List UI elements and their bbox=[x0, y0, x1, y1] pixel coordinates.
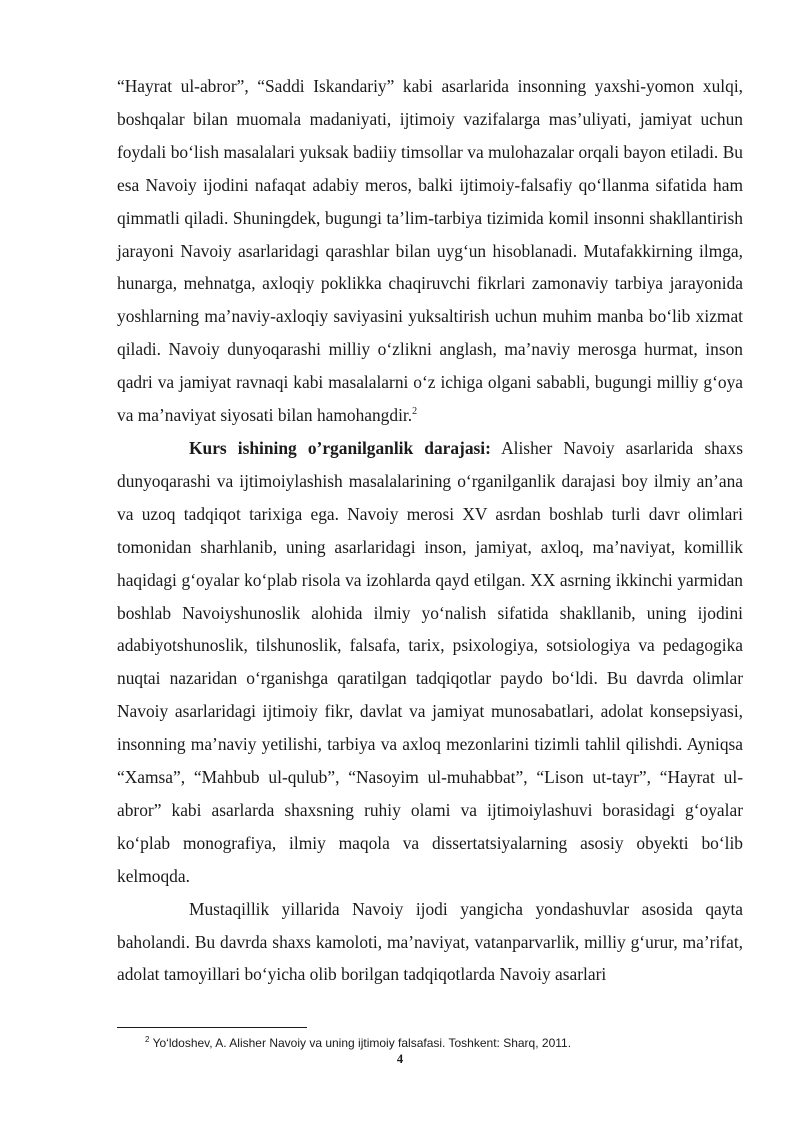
page-number: 4 bbox=[396, 1052, 404, 1066]
paragraph-study-level-text: Alisher Navoiy asarlarida shaxs dunyoqarashi va ijtimoiylashish masalalarining o‘rganilganlik darajasi boy ilmiy an’ana va uzoq tadqiqot tarixiga ega. Navoiy merosi XV asrdan boshlab turli davr olimlari tomonidan sharhlanib, uning asarlaridagi inson, jamiyat, axloq, ma’naviyat, komillik haqidagi g‘oyalar ko‘plab risola va izohlarda qayd etilgan. XX asrning ikkinchi yarmidan boshlab Navoiyshunoslik alohida ilmiy yo‘nalish sifatida shakllanib, uning ijodini adabiyotshunoslik, tilshunoslik, falsafa, tarix, psixologiya, sotsiologiya va pedagogika nuqtai nazaridan o‘rganishga qaratilgan tadqiqotlar paydo bo‘ldi. Bu davrda olimlar Navoiy asarlaridagi ijtimoiy fikr, davlat va jamiyat munosabatlari, adolat konsepsiyasi, insonning ma’naviy yetilishi, tarbiya va axloq mezonlarini tizimli tahlil qilishdi. Ayniqsa “Xamsa”, “Mahbub ul-qulub”, “Nasoyim ul-muhabbat”, “Lison ut-tayr”, “Hayrat ul-abror” kabi asarlarda shaxsning ruhiy olami va ijtimoiylashuvi borasidagi g‘oyalar ko‘plab monografiya, ilmiy maqola va dissertatsiyalarning asosiy obyekti bo‘lib kelmoqda. bbox=[117, 437, 743, 886]
footnote-divider bbox=[117, 1027, 307, 1028]
paragraph-study-level bbox=[117, 432, 743, 893]
paragraph-independence-text: Mustaqillik yillarida Navoiy ijodi yangicha yondashuvlar asosida qayta baholandi. Bu davrda shaxs kamoloti, ma’naviyat, vatanparvarlik, milliy g‘urur, ma’rifat, adolat tamoyillari bo‘yicha olib borilgan tadqiqotlarda Navoiy asarlari bbox=[117, 898, 743, 985]
paragraph-intro bbox=[117, 70, 743, 432]
footnote-number: 2 bbox=[145, 1035, 150, 1044]
paragraph-independence bbox=[117, 893, 743, 992]
footnote-text: Yo‘ldoshev, A. Alisher Navoiy va uning ijtimoiy falsafasi. Toshkent: Sharq, 2011. bbox=[149, 1036, 572, 1050]
footnote bbox=[145, 1036, 571, 1050]
section-heading-inline: Kurs ishining o’rganilganlik darajasi: bbox=[189, 437, 491, 458]
paragraph-intro-text: “Hayrat ul-abror”, “Saddi Iskandariy” kabi asarlarida insonning yaxshi-yomon xulqi, boshqalar bilan muomala madaniyati, ijtimoiy vazifalarga mas’uliyati, jamiyat uchun foydali bo‘lish masalalari yuksak badiiy timsollar va mulohazalar orqali bayon etiladi. Bu esa Navoiy ijodini nafaqat adabiy meros, balki ijtimoiy-falsafiy qo‘llanma sifatida ham qimmatli qiladi. Shuningdek, bugungi ta’lim-tarbiya tizimida komil insonni shakllantirish jarayoni Navoiy asarlaridagi qarashlar bilan uyg‘un hisoblanadi. Mutafakkirning ilmga, hunarga, mehnatga, axloqiy poklikka chaqiruvchi fikrlari zamonaviy tarbiya jarayonida yoshlarning ma’naviy-axloqiy saviyasini yuksaltirish uchun muhim manba bo‘lib xizmat qiladi. Navoiy dunyoqarashi milliy o‘zlikni anglash, ma’naviy merosga hurmat, inson qadri va jamiyat ravnaqi kabi masalalarni o‘z ichiga olgani sababli, bugungi milliy g‘oya va ma’naviyat siyosati bilan hamohangdir. bbox=[117, 76, 743, 426]
document-body bbox=[117, 70, 743, 991]
footnote-reference[interactable]: 2 bbox=[412, 406, 418, 418]
